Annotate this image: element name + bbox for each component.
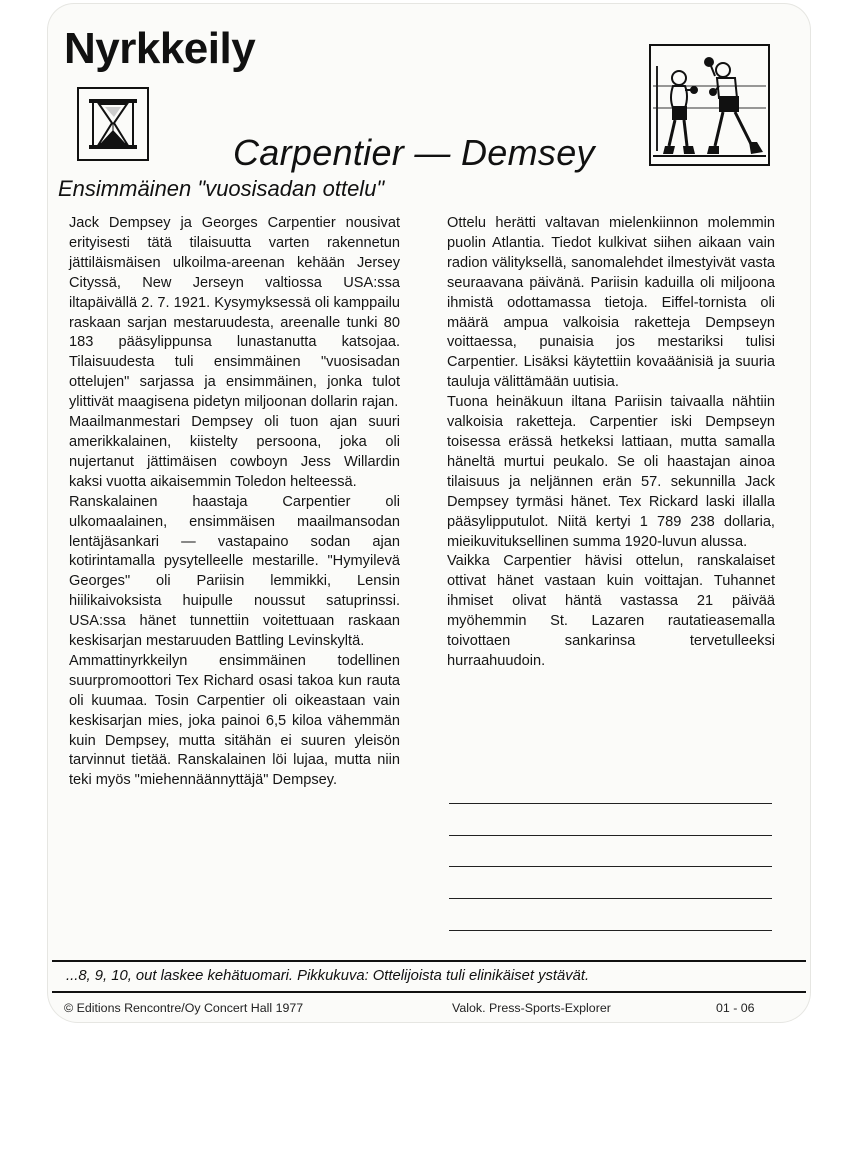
note-line — [449, 866, 772, 867]
photo-caption: ...8, 9, 10, out laskee kehätuomari. Pikkukuva: Ottelijoista tuli elinikäiset ystävät. — [66, 968, 590, 984]
card-title: Carpentier — Demsey — [233, 132, 595, 173]
note-line — [449, 835, 772, 836]
paragraph: Vaikka Carpentier hävisi ottelun, ranskalaiset ottivat hänet vastaan kuin voittajan. Tuhannet ihmiset olivat häntä vastassa 21 päivää myöhemmin St. Lazaren rautatieasemalla toivottaen sankarinsa tervetulleeksi hurraahuudoin. — [447, 553, 775, 669]
card-number: 01 - 06 — [716, 1001, 755, 1015]
hourglass-icon — [77, 87, 149, 161]
article-column-right — [447, 214, 775, 672]
paragraph: Ottelu herätti valtavan mielenkiinnon molemmin puolin Atlantia. Tiedot kulkivat siihen aikaan vain radion välityksellä, sanomalehdet ilmestyivät vasta seuraavana päivänä. Pariisin kaduilla oli miljoona ihmistä odottamassa tietoja. Eiffel-tornista oli määrä ampua valkoisia raketteja Dempseyn voittaessa, punaisia jos mestariksi tulisi Carpentier. Lisäksi käytettiin kovaäänisiä ja suuria tauluja välittämään uutisia. — [447, 215, 775, 391]
note-line — [449, 803, 772, 804]
note-line — [449, 898, 772, 899]
boxers-icon — [649, 44, 770, 166]
paragraph: Ranskalainen haastaja Carpentier oli ulkomaalainen, ensimmäisen maailmansodan lentäjäsankari — vastapaino sodan ajan kotirintamalla pysytelleelle mestarille. "Hymyilevä Georges" oli Pariisin lemmikki, Lensin hiilikaivoksista huipulle noussut satuprinssi. USA:ssa hänet tunnettiin voitettuaan raskaan keskisarjan mestaruuden Battling Levinskyltä. — [69, 493, 400, 650]
paragraph: Ammattinyrkkeilyn ensimmäinen todellinen suurpromoottori Tex Richard osasi takoa kun rauta oli kuumaa. Tosin Carpentier oli oikeastaan vain keskisarjan mies, joka painoi 6,5 kiloa vähemmän kuin Dempsey, mutta sitähän ei suuren yleisön tarvinnut tietää. Ranskalainen löi lujaa, mutta niin teki myös "miehennäännyttäjä" Dempsey. — [69, 652, 400, 789]
article-column-left — [69, 214, 400, 791]
divider — [52, 960, 806, 962]
paragraph: Jack Dempsey ja Georges Carpentier nousivat erityisesti tätä tilaisuutta varten rakennetun jättiläismäisen ulkoilma-areenan kehään Jersey Cityssä, New Jerseyn valtiossa USA:ssa iltapäivällä 2. 7. 1921. Kysymyksessä oli kamppailu raskaan sarjan mestaruudesta, areenalle tunki 80 183 pääsylippunsa lunastanutta katsojaa. Tilaisuudesta tuli ensimmäinen "vuosisadan ottelujen" sarjassa ja ensimmäinen, jonka tulot ylittivät maagisena pidetyn miljoonan dollarin rajan. — [69, 215, 400, 411]
photo-credit: Valok. Press-Sports-Explorer — [452, 1001, 611, 1015]
note-line — [449, 930, 772, 931]
divider — [52, 991, 806, 993]
copyright-text: © Editions Rencontre/Oy Concert Hall 1977 — [64, 1001, 304, 1015]
category-title: Nyrkkeily — [64, 24, 256, 73]
paragraph: Maailmanmestari Dempsey oli tuon ajan suuri amerikkalainen, kiistelty persoona, joka oli nujertanut jättimäisen cowboyn Jess Willardin kaksi vuotta aikaisemmin Toledon helteessä. — [69, 414, 400, 490]
paragraph: Tuona heinäkuun iltana Pariisin taivaalla nähtiin valkoisia raketteja. Carpentier iski Dempseyn toisessa erässä hetkeksi lattiaan, mutta samalla häneltä murtui peukalo. Se oli haastajan ainoa tilaisuus ja neljännen erän 57. sekunnilla Jack Dempsey tyrmäsi hänet. Tex Rickard laski illalla pääsylipputulot. Niitä kertyi 1 789 238 dollaria, mieikuvituksellinen summa 1920-luvun alussa. — [447, 394, 775, 550]
card-subtitle: Ensimmäinen "vuosisadan ottelu" — [58, 176, 385, 201]
